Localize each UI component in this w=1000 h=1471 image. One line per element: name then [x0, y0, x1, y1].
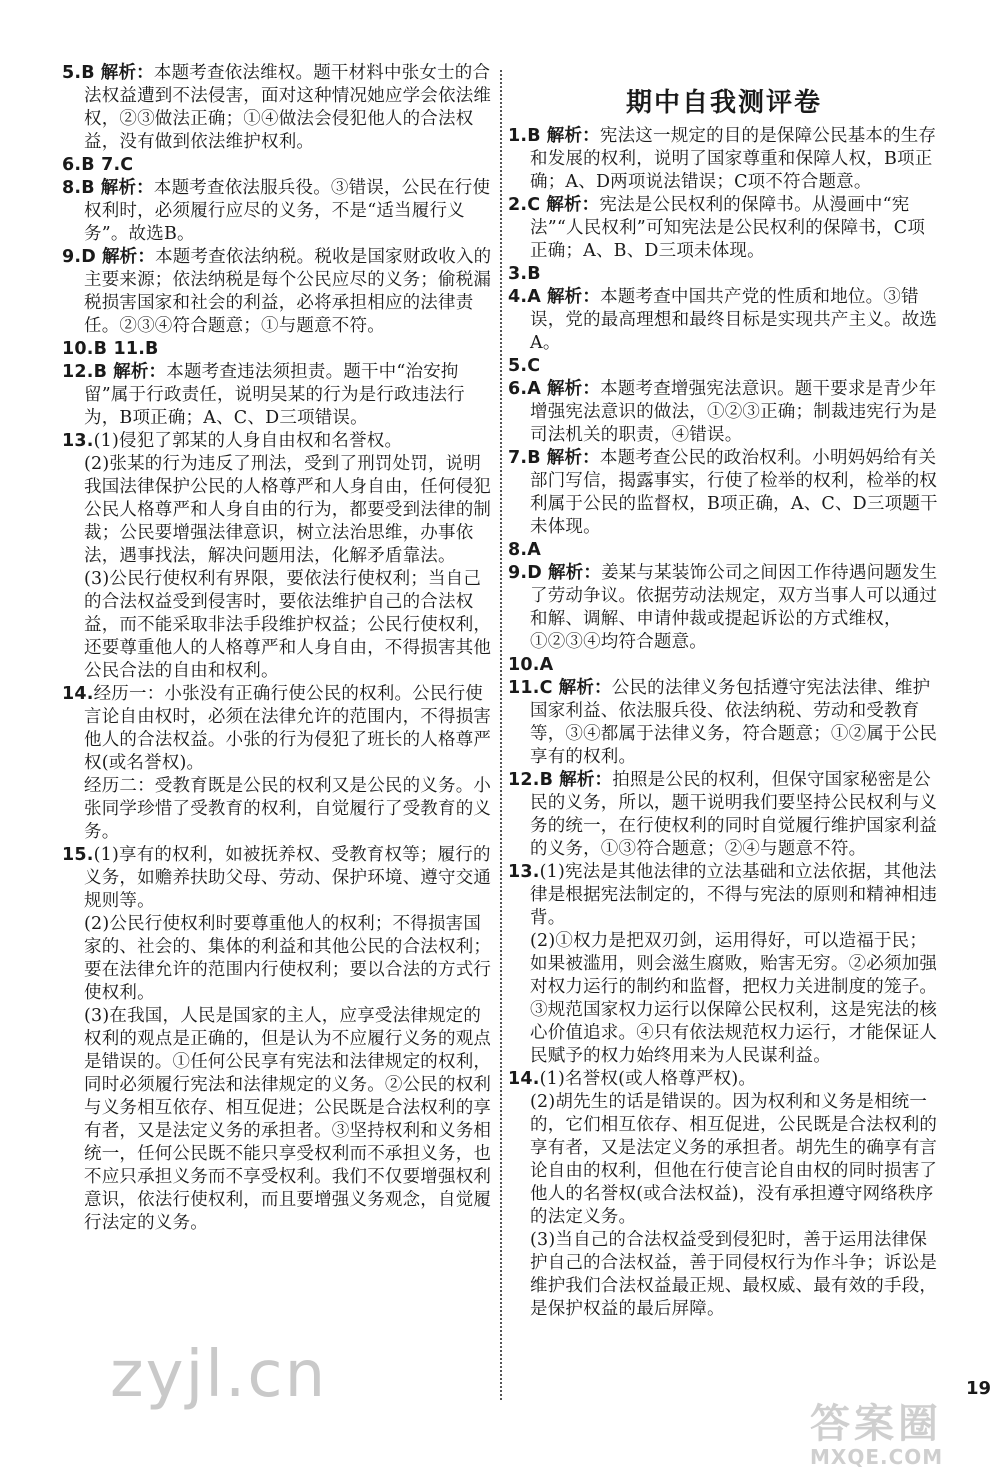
item-answer: A: [527, 540, 541, 560]
item-text: 本题考查依法服兵役。③错误，公民在行使权利时，必须履行应尽的义务，不是“适当履行义务”。故选B。: [84, 178, 491, 244]
item-number: 3.: [508, 264, 528, 284]
item-text: 公民的法律义务包括遵守宪法法律、维护国家利益、依法服兵役、依法纳税、劳动和受教育等，③④都属于法律义务，符合题意；①②属于公民享有的权利。: [530, 678, 938, 767]
analysis-label: 解析：: [546, 195, 600, 215]
item-answer: D: [527, 563, 542, 583]
analysis-label: 解析：: [100, 178, 154, 198]
item-text: 本题考查增强宪法意识。题干要求是青少年增强宪法意识的做法，①②③正确；制裁违宪行为是司法机关的职责，④错误。: [530, 379, 938, 445]
answer-item: [508, 1229, 940, 1321]
item-number: 8.: [508, 540, 528, 560]
item-text: 宪法是公民权利的保障书。从漫画中“宪法”“人民权利”可知宪法是公民权利的保障书，C项正确；A、B、D三项未体现。: [530, 195, 926, 261]
answer-item: [62, 1005, 492, 1235]
answer-item: [508, 930, 940, 1068]
answer-item: [62, 453, 492, 568]
answer-item: [62, 177, 492, 246]
answer-item: [62, 361, 492, 430]
watermark-cn: 答案圈: [810, 1401, 942, 1447]
item-number: 8.: [62, 178, 82, 198]
item-answer: B: [527, 264, 541, 284]
item-answer: C: [527, 195, 541, 215]
item-number: 9.: [62, 247, 82, 267]
item-text: 本题考查依法维权。题干材料中张女士的合法权益遭到不法侵害，面对这种情况她应学会依法维权，②③做法正确；①④做法会侵犯他人的合法权益，没有做到依法维护权利。: [84, 63, 492, 152]
item-text: 本题考查依法纳税。税收是国家财政收入的主要来源；依法纳税是每个公民应尽的义务；偷税漏税损害国家和社会的利益，必将承担相应的法律责任。②③④符合题意；①与题意不符。: [84, 247, 492, 336]
analysis-label: 解析：: [558, 678, 612, 698]
item-number: 12.: [508, 770, 540, 790]
item-number: 12.: [62, 362, 94, 382]
answer-item: [508, 378, 940, 447]
item-number: 7.: [508, 448, 528, 468]
analysis-label: 解析：: [546, 126, 600, 146]
right-column: [508, 62, 940, 1321]
answer-item: [62, 775, 492, 844]
answer-item: [508, 125, 940, 194]
answer-item: [508, 769, 940, 861]
analysis-label: 解析：: [559, 770, 613, 790]
answer-item: [62, 430, 492, 453]
item-answer: B: [81, 178, 95, 198]
analysis-label: 解析：: [100, 63, 154, 83]
item-number: 10.: [508, 655, 540, 675]
item-number: 15.: [62, 845, 94, 865]
item-number: 13.: [508, 862, 540, 882]
watermark-en: MXQE.COM: [810, 1445, 944, 1469]
answer-item: [62, 338, 492, 361]
item-text: 经历二：受教育既是公民的权利又是公民的义务。小张同学珍惜了受教育的权利，自觉履行了受教育的义务。: [84, 776, 492, 842]
item-text: 经历一：小张没有正确行使公民的权利。公民行使言论自由权时，必须在法律允许的范围内，不得损害他人的合法权益。小张的行为侵犯了班长的人格尊严权(或名誉权)。: [84, 684, 492, 773]
item-text: 拍照是公民的权利，但保守国家秘密是公民的义务，所以，题干说明我们要坚持公民权利与义务的统一，在行使权利的同时自觉履行维护国家利益的义务，①③符合题意；②④与题意不符。: [530, 770, 938, 859]
section-title: 期中自我测评卷: [625, 88, 822, 118]
item-answer: B 7.C: [81, 155, 134, 175]
analysis-label: 解析：: [101, 247, 156, 267]
item-number: 9.: [508, 563, 528, 583]
column-divider: [500, 70, 502, 1400]
answer-item: [508, 654, 940, 677]
item-answer: D: [81, 247, 96, 267]
analysis-label: 解析：: [546, 448, 600, 468]
item-answer: C: [539, 678, 553, 698]
analysis-label: 解析：: [546, 379, 601, 399]
item-answer: C: [527, 356, 541, 376]
item-text: (3)公民行使权利有界限，要依法行使权利；当自己的合法权益受到侵害时，要依法维护自己的合法权益，而不能采取非法手段维护权益；公民行使权利，还要尊重他人的人格尊严和人身自由，不得损害其他公民合法的自由和权利。: [84, 569, 492, 681]
answer-item: [508, 539, 940, 562]
analysis-label: 解析：: [546, 287, 601, 307]
item-text: (1)宪法是其他法律的立法基础和立法依据，其他法律是根据宪法制定的，不得与宪法的原则和精神相违背。: [530, 862, 938, 928]
item-text: 本题考查违法须担责。题干中“治安拘留”属于行政责任，说明吴某的行为是行政违法行为，B项正确；A、C、D三项错误。: [84, 362, 465, 428]
item-number: 14.: [508, 1069, 540, 1089]
answer-item: [508, 263, 940, 286]
item-text: 本题考查公民的政治权利。小明妈妈给有关部门写信，揭露事实，行使了检举的权利，检举的权利属于公民的监督权，B项正确，A、C、D三项题干未体现。: [530, 448, 938, 537]
watermark-mxqe: [810, 1392, 990, 1469]
answer-item: [62, 246, 492, 338]
item-text: (1)名誉权(或人格尊严权)。: [539, 1069, 757, 1089]
item-text: (2)胡先生的话是错误的。因为权利和义务是相统一的，它们相互依存、相互促进，公民既是合法权利的享有者，又是法定义务的承担者。胡先生的确享有言论自由的权利，但他在行使言论自由权的同时损害了他人的名誉权(或合法权益)，没有承担遵守网络秩序的法定义务。: [530, 1092, 938, 1227]
left-column: [62, 62, 492, 1235]
item-answer: B: [81, 63, 95, 83]
answer-item: [508, 677, 940, 769]
item-number: 6.: [62, 155, 82, 175]
item-text: (1)享有的权利，如被抚养权、受教育权等；履行的义务，如赡养扶助父母、劳动、保护环境、遵守交通规则等。: [84, 845, 492, 911]
answer-item: [62, 568, 492, 683]
answer-item: [508, 861, 940, 930]
item-number: 14.: [62, 684, 94, 704]
analysis-label: 解析：: [113, 362, 167, 382]
item-text: 姜某与某装饰公司之间因工作待遇问题发生了劳动争议。依据劳动法规定，双方当事人可以通过和解、调解、申请仲裁或提起诉讼的方式维权，①②③④均符合题意。: [530, 563, 938, 652]
item-answer: B: [527, 126, 541, 146]
analysis-label: 解析：: [547, 563, 602, 583]
item-number: 13.: [62, 431, 94, 451]
item-number: 4.: [508, 287, 528, 307]
answer-item: [508, 194, 940, 263]
page-number: 19: [966, 1378, 992, 1399]
item-text: (1)侵犯了郭某的人身自由权和名誉权。: [93, 431, 403, 451]
item-number: 5.: [62, 63, 82, 83]
item-answer: A: [527, 287, 541, 307]
item-answer: A: [527, 379, 541, 399]
item-text: (2)①权力是把双刃剑，运用得好，可以造福于民；如果被滥用，则会滋生腐败，贻害无穷。②必须加强对权力运行的制约和监督，把权力关进制度的笼子。③规范国家权力运行以保障公民权利，这是宪法的核心价值追求。④只有依法规范权力运行，才能保证人民赋予的权力始终用来为人民谋利益。: [530, 931, 938, 1066]
item-text: (3)当自己的合法权益受到侵犯时，善于运用法律保护自己的合法权益，善于同侵权行为作斗争；诉讼是维护我们合法权益最正规、最权威、最有效的手段，是保护权益的最后屏障。: [530, 1230, 938, 1319]
item-answer: B: [527, 448, 541, 468]
item-number: 11.: [508, 678, 540, 698]
answer-item: [62, 844, 492, 913]
item-text: 本题考查中国共产党的性质和地位。③错误，党的最高理想和最终目标是实现共产主义。故选A。: [530, 287, 938, 353]
answer-item: [508, 355, 940, 378]
item-text: (2)公民行使权利时要尊重他人的权利；不得损害国家的、社会的、集体的利益和其他公民的合法权利；要在法律允许的范围内行使权利；要以合法的方式行使权利。: [84, 914, 492, 1003]
answer-item: [62, 913, 492, 1005]
item-text: 宪法这一规定的目的是保障公民基本的生存和发展的权利，说明了国家尊重和保障人权，B项正确；A、D两项说法错误；C项不符合题意。: [530, 126, 937, 192]
item-text: (2)张某的行为违反了刑法，受到了刑罚处罚，说明我国法律保护公民的人格尊严和人身自由，任何侵犯公民人格尊严和人身自由的行为，都要受到法律的制裁；公民要增强法律意识，树立法治思维，办事依法，遇事找法，解决问题用法，化解矛盾靠法。: [84, 454, 492, 566]
answer-item: [508, 562, 940, 654]
answer-item: [62, 683, 492, 775]
answer-item: [62, 62, 492, 154]
item-number: 1.: [508, 126, 528, 146]
answer-item: [508, 1091, 940, 1229]
item-answer: B: [93, 362, 108, 382]
right-column-items: [508, 125, 940, 1321]
answer-item: [508, 447, 940, 539]
item-answer: B: [539, 770, 554, 790]
answer-item: [62, 154, 492, 177]
item-text: (3)在我国，人民是国家的主人，应享受法律规定的权利的观点是正确的，但是认为不应履行义务的观点是错误的。①任何公民享有宪法和法律规定的权利，同时必须履行宪法和法律规定的义务。②公民的权利与义务相互依存、相互促进；公民既是合法权利的享有者，又是法定义务的承担者。③坚持权利和义务相统一，任何公民既不能只享受权利而不承担义务，也不应只承担义务而不享受权利。我们不仅要增强权利意识，依法行使权利，而且要增强义务观念，自觉履行法定的义务。: [84, 1006, 492, 1233]
item-answer: B 11.B: [93, 339, 159, 359]
watermark-zyjl: zyjl.cn: [110, 1338, 328, 1412]
answer-item: [508, 286, 940, 355]
item-answer: A: [539, 655, 554, 675]
item-number: 6.: [508, 379, 528, 399]
item-number: 5.: [508, 356, 528, 376]
answer-item: [508, 1068, 940, 1091]
item-number: 10.: [62, 339, 94, 359]
item-number: 2.: [508, 195, 528, 215]
